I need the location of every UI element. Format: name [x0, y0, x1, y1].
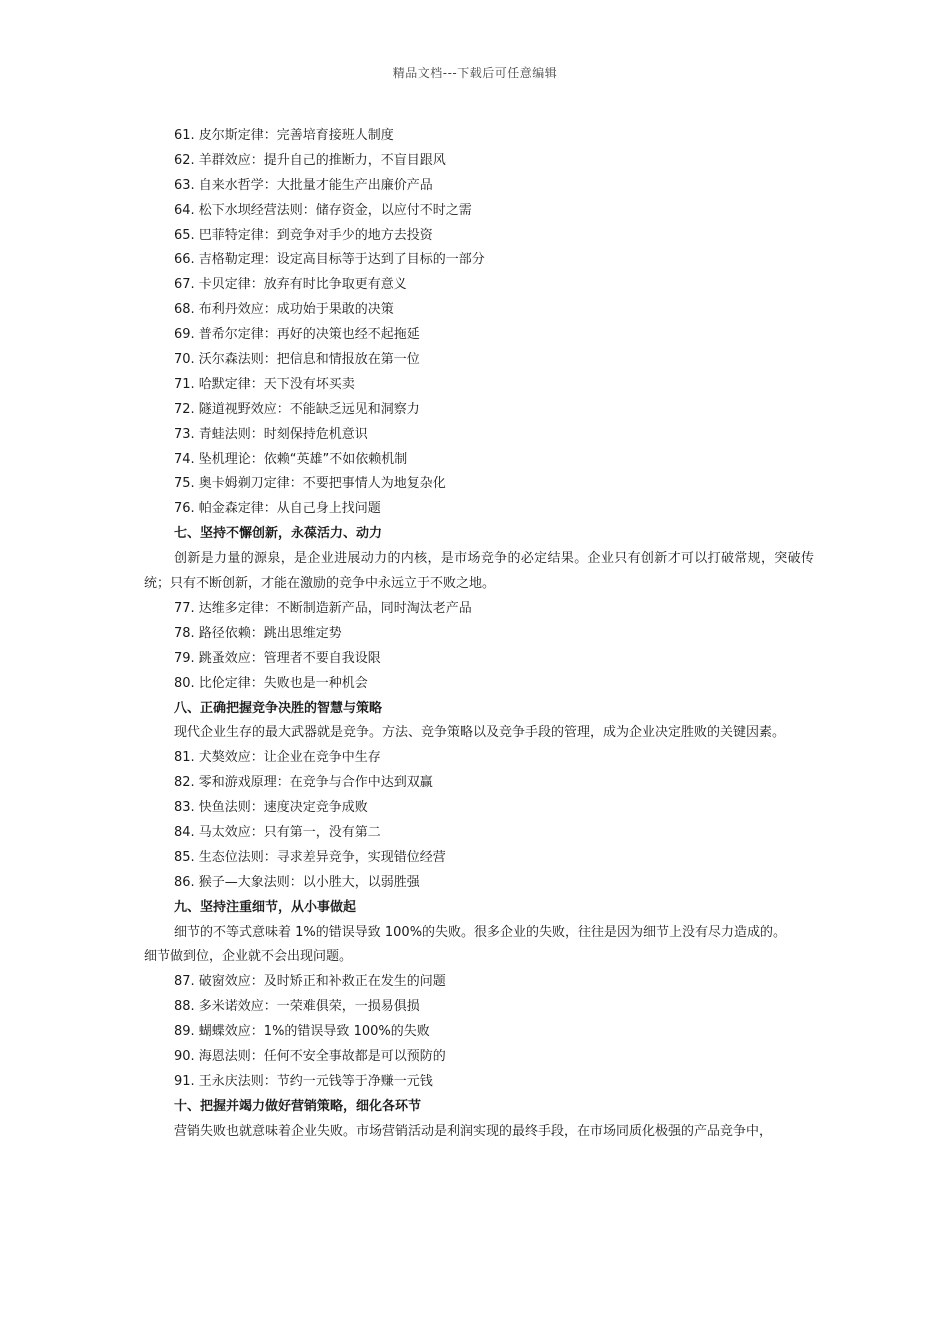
list-item: 89. 蝴蝶效应：1%的错误导致 100%的失败 — [174, 1024, 430, 1040]
section-paragraph: 细节的不等式意味着 1%的错误导致 100%的失败。很多企业的失败，往往是因为细节上没有尽力造成的。 — [174, 924, 787, 940]
list-item: 90. 海恩法则：任何不安全事故都是可以预防的 — [174, 1049, 446, 1065]
section-10 — [144, 1095, 814, 1145]
section-heading: 十、把握并竭力做好营销策略，细化各环节 — [174, 1098, 422, 1114]
section-8 — [144, 697, 814, 896]
list-item: 83. 快鱼法则：速度决定竞争成败 — [174, 800, 368, 816]
list-item: 82. 零和游戏原理：在竞争与合作中达到双赢 — [174, 775, 433, 791]
section-paragraph: 创新是力量的源泉，是企业进展动力的内核，是市场竞争的必定结果。企业只有创新才可以打破常规，突破传统；只有不断创新，才能在激励的竞争中永远立于不败之地。 — [144, 551, 814, 592]
list-item: 91. 王永庆法则：节约一元钱等于净赚一元钱 — [174, 1073, 433, 1089]
list-item: 75. 奥卡姆剃刀定律：不要把事情人为地复杂化 — [174, 476, 446, 492]
section-heading: 七、坚持不懈创新，永葆活力、动力 — [174, 526, 383, 542]
list-item: 87. 破窗效应：及时矫正和补救正在发生的问题 — [174, 974, 446, 990]
list-item: 84. 马太效应：只有第一，没有第二 — [174, 824, 381, 840]
list-item: 71. 哈默定律：天下没有坏买卖 — [174, 376, 355, 392]
section-paragraph: 现代企业生存的最大武器就是竞争。方法、竞争策略以及竞争手段的管理，成为企业决定胜败的关键因素。 — [174, 725, 786, 741]
section-paragraph: 营销失败也就意味着企业失败。市场营销活动是利润实现的最终手段，在市场同质化极强的产品竞争中， — [174, 1123, 773, 1139]
page-header: 精品文档---下载后可任意编辑 — [392, 66, 558, 80]
list-item: 69. 普希尔定律：再好的决策也经不起拖延 — [174, 327, 420, 343]
section-9 — [144, 896, 814, 1095]
list-item: 66. 吉格勒定理：设定高目标等于达到了目标的一部分 — [174, 252, 485, 268]
list-item: 88. 多米诺效应：一荣难俱荣，一损易俱损 — [174, 999, 420, 1015]
law-list-a — [144, 124, 814, 522]
list-item: 65. 巴菲特定律：到竞争对手少的地方去投资 — [174, 227, 433, 243]
list-item: 63. 自来水哲学：大批量才能生产出廉价产品 — [174, 177, 433, 193]
section-heading: 八、正确把握竞争决胜的智慧与策略 — [174, 700, 383, 716]
list-item: 81. 犬獒效应：让企业在竞争中生存 — [174, 750, 381, 766]
list-item: 72. 隧道视野效应：不能缺乏远见和洞察力 — [174, 401, 420, 417]
list-item: 79. 跳蚤效应：管理者不要自我设限 — [174, 650, 381, 666]
list-item: 77. 达维多定律：不断制造新产品，同时淘汰老产品 — [174, 600, 472, 616]
list-item: 74. 坠机理论：依赖“英雄”不如依赖机制 — [174, 451, 408, 467]
section-7 — [144, 522, 814, 696]
list-item: 86. 猴子—大象法则：以小胜大，以弱胜强 — [174, 874, 420, 890]
list-item: 80. 比伦定律：失败也是一种机会 — [174, 675, 368, 691]
document-body — [144, 124, 814, 1145]
list-item: 62. 羊群效应：提升自己的推断力，不盲目跟风 — [174, 152, 446, 168]
list-item: 85. 生态位法则：寻求差异竞争，实现错位经营 — [174, 849, 446, 865]
list-item: 64. 松下水坝经营法则：储存资金，以应付不时之需 — [174, 202, 472, 218]
section-heading: 九、坚持注重细节，从小事做起 — [174, 899, 357, 915]
list-item: 78. 路径依赖：跳出思维定势 — [174, 625, 342, 641]
list-item: 70. 沃尔森法则：把信息和情报放在第一位 — [174, 352, 420, 368]
list-item: 76. 帕金森定律：从自己身上找问题 — [174, 501, 381, 517]
list-item: 73. 青蛙法则：时刻保持危机意识 — [174, 426, 368, 442]
list-item: 61. 皮尔斯定律：完善培育接班人制度 — [174, 128, 394, 143]
list-item: 68. 布利丹效应：成功始于果敢的决策 — [174, 302, 394, 318]
list-item: 67. 卡贝定律：放弃有时比争取更有意义 — [174, 277, 407, 293]
section-paragraph-continued: 细节做到位，企业就不会出现问题。 — [144, 949, 353, 965]
